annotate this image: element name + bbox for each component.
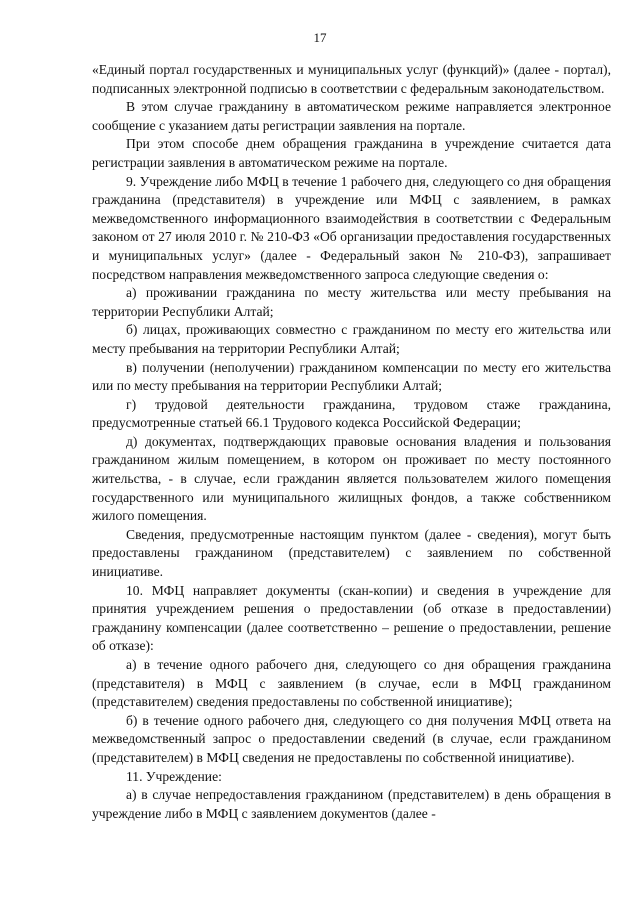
paragraph-item-11-a: а) в случае непредоставления гражданином (представителем) в день обращения в учреждение либо в МФЦ с заявлением документов (далее -	[92, 787, 611, 821]
paragraph-item-9-d: д) документах, подтверждающих правовые основания владения и пользования гражданином жилым помещением, в котором он проживает по месту постоянного жительства, - в случае, если гражданин является пользователем жилого помещения государственного или муниципального жилищных фондов, а также собственником жилого помещения.	[92, 433, 611, 524]
paragraph-item-10-b: б) в течение одного рабочего дня, следующего со дня получения МФЦ ответа на межведомственный запрос о предоставлении сведений (в случае, если гражданином (представителем) в МФЦ сведения не предоставлены по собственной инициативе).	[92, 712, 611, 765]
paragraph-item-10-a: а) в течение одного рабочего дня, следующего со дня обращения гражданина (представителя) в МФЦ с заявлением (в случае, если в МФЦ гражданином (представителем) сведения предоставлены по собственной инициативе);	[92, 657, 611, 710]
paragraph-item-9: 9. Учреждение либо МФЦ в течение 1 рабочего дня, следующего со дня обращения гражданина (представителя) в учреждение или МФЦ с заявлением, в рамках межведомственного информационного взаимодействия в соответствии с Федеральным законом от 27 июля 2010 г. № 210-ФЗ «Об организации предоставления государственных и муниципальных услуг» (далее - Федеральный закон № 210-ФЗ), запрашивает посредством направления межведомственного запроса следующие сведения о:	[92, 173, 611, 282]
paragraph-item-9-a: а) проживании гражданина по месту жительства или месту пребывания на территории Республики Алтай;	[92, 285, 611, 319]
paragraph-portal-continuation: «Единый портал государственных и муниципальных услуг (функций)» (далее - портал), подписанных электронной подписью в соответствии с федеральным законодательством.	[92, 62, 611, 96]
paragraph-item-9-g: г) трудовой деятельности гражданина, трудовом стаже гражданина, предусмотренные статьей 66.1 Трудового кодекса Российской Федерации;	[92, 396, 611, 431]
document-body	[92, 61, 611, 823]
paragraph-information-initiative: Сведения, предусмотренные настоящим пунктом (далее - сведения), могут быть предоставлены гражданином (представителем) с заявлением по собственной инициативе.	[92, 526, 611, 580]
paragraph-auto-notification: В этом случае гражданину в автоматическом режиме направляется электронное сообщение с указанием даты регистрации заявления на портале.	[92, 99, 611, 133]
paragraph-item-10: 10. МФЦ направляет документы (скан-копии) и сведения в учреждение для принятия учреждением решения о предоставлении (об отказе в предоставлении) гражданину компенсации (далее соответственно – решение о предоставлении, решение об отказе):	[92, 582, 611, 654]
page-number: 17	[313, 30, 327, 45]
paragraph-item-11: 11. Учреждение:	[126, 768, 222, 784]
paragraph-item-9-v: в) получении (неполучении) гражданином компенсации по месту его жительства или по месту пребывания на территории Республики Алтай;	[92, 359, 611, 394]
paragraph-request-date: При этом способе днем обращения гражданина в учреждение считается дата регистрации заявления в автоматическом режиме на портале.	[92, 136, 611, 170]
paragraph-item-9-b: б) лицах, проживающих совместно с гражданином по месту его жительства или месту пребывания на территории Республики Алтай;	[92, 322, 611, 356]
